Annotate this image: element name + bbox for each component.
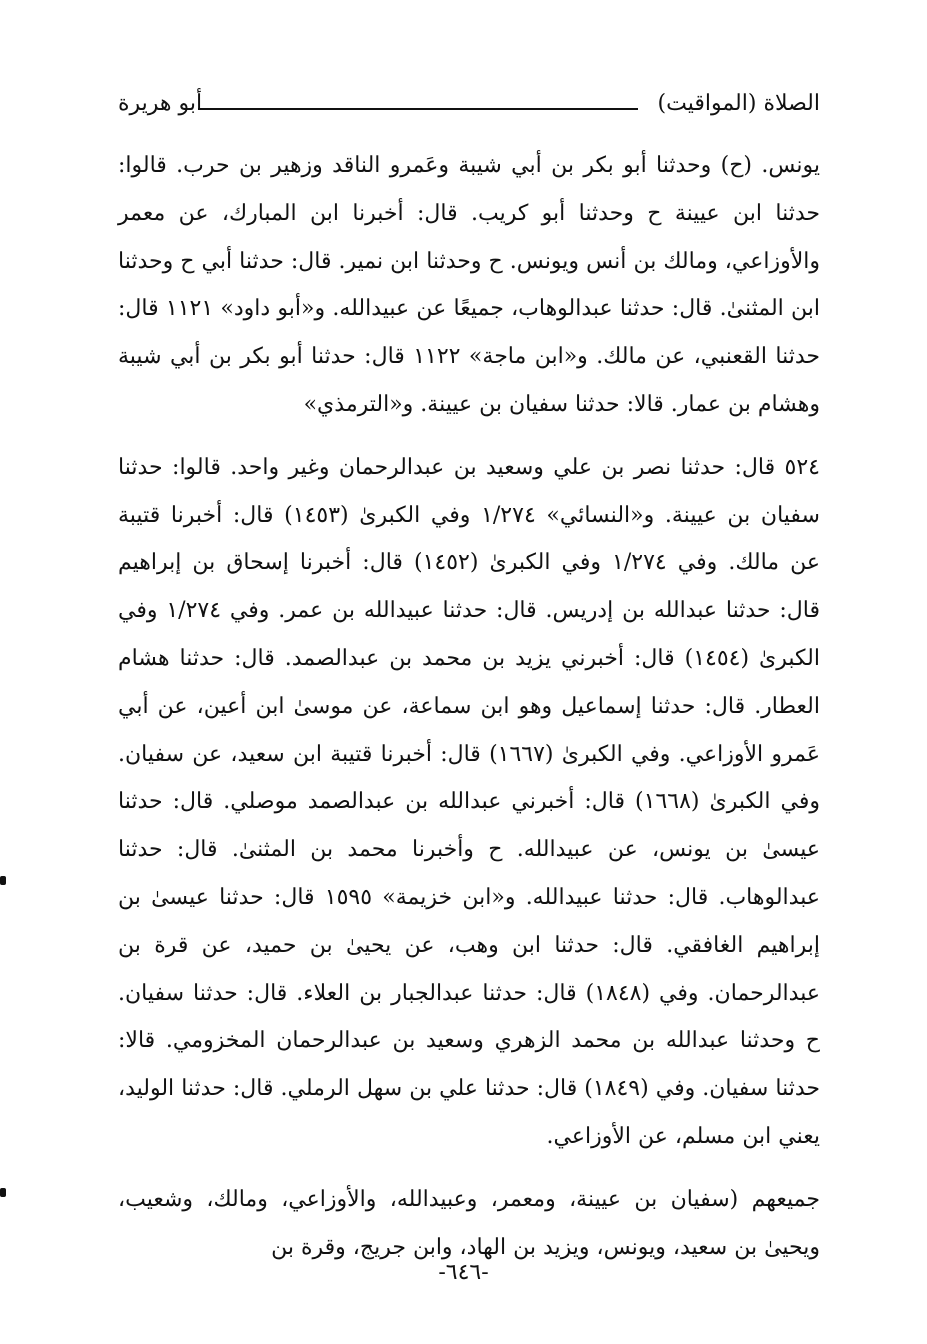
header-rule [198,108,638,110]
scan-margin-mark [0,1188,6,1197]
running-header [118,88,820,124]
chapter-title: الصلاة (المواقيت) [657,91,820,116]
paragraph: يونس. (ح) وحدثنا أبو بكر بن أبي شيبة وعَمرو الناقد وزهير بن حرب. قالوا: حدثنا ابن عيينة ح وحدثنا أبو كريب. قال: أخبرنا ابن المبارك، عن معمر والأوزاعي، ومالك بن أنس ويونس. ح وحدثنا ابن نمير. قال: حدثنا أبي ح وحدثنا ابن المثنىٰ. قال: حدثنا عبدالوهاب، جميعًا عن عبيدالله. و«أبو داود» ١١٢١ قال: حدثنا القعنبي، عن مالك. و«ابن ماجة» ١١٢٢ قال: حدثنا أبو بكر بن أبي شيبة وهشام بن عمار. قالا: حدثنا سفيان بن عيينة. و«الترمذي» [118,153,821,417]
body-text [118,142,820,1271]
narrator-title: أبو هريرة [118,91,203,116]
page-number: -٦٤٦- [438,1260,489,1285]
scan-margin-mark [0,876,6,885]
paragraph: ٥٢٤ قال: حدثنا نصر بن علي وسعيد بن عبدالرحمان وغير واحد. قالوا: حدثنا سفيان بن عيينة. و«النسائي» ١/٢٧٤ وفي الكبرىٰ (١٤٥٣) قال: أخبرنا قتيبة عن مالك. وفي ١/٢٧٤ وفي الكبرىٰ (١٤٥٢) قال: أخبرنا إسحاق بن إبراهيم قال: حدثنا عبدالله بن إدريس. قال: حدثنا عبيدالله بن عمر. وفي ١/٢٧٤ وفي الكبرىٰ (١٤٥٤) قال: أخبرني يزيد بن محمد بن عبدالصمد. قال: حدثنا هشام العطار. قال: حدثنا إسماعيل وهو ابن سماعة، عن موسىٰ ابن أعين، عن أبي عَمرو الأوزاعي. وفي الكبرىٰ (١٦٦٧) قال: أخبرنا قتيبة ابن سعيد، عن سفيان. وفي الكبرىٰ (١٦٦٨) قال: أخبرني عبدالله بن عبدالصمد موصلي. قال: حدثنا عيسىٰ بن يونس، عن عبيدالله. ح وأخبرنا محمد بن المثنىٰ. قال: حدثنا عبدالوهاب. قال: حدثنا عبيدالله. و«ابن خزيمة» ١٥٩٥ قال: حدثنا عيسىٰ بن إبراهيم الغافقي. قال: حدثنا ابن وهب، عن يحيىٰ بن حميد، عن قرة بن عبدالرحمان. وفي (١٨٤٨) قال: حدثنا عبدالجبار بن العلاء. قال: حدثنا سفيان. ح وحدثنا عبدالله بن محمد الزهري وسعيد بن عبدالرحمان المخزومي. قالا: حدثنا سفيان. وفي (١٨٤٩) قال: حدثنا علي بن سهل الرملي. قال: حدثنا الوليد، يعني ابن مسلم، عن الأوزاعي. [118,454,820,1149]
paragraph: جميعهم (سفيان بن عيينة، ومعمر، وعبيدالله، والأوزاعي، ومالك، وشعيب، ويحيىٰ بن سعيد، ويونس، ويزيد بن الهاد، وابن جريج، وقرة بن [118,1186,820,1260]
